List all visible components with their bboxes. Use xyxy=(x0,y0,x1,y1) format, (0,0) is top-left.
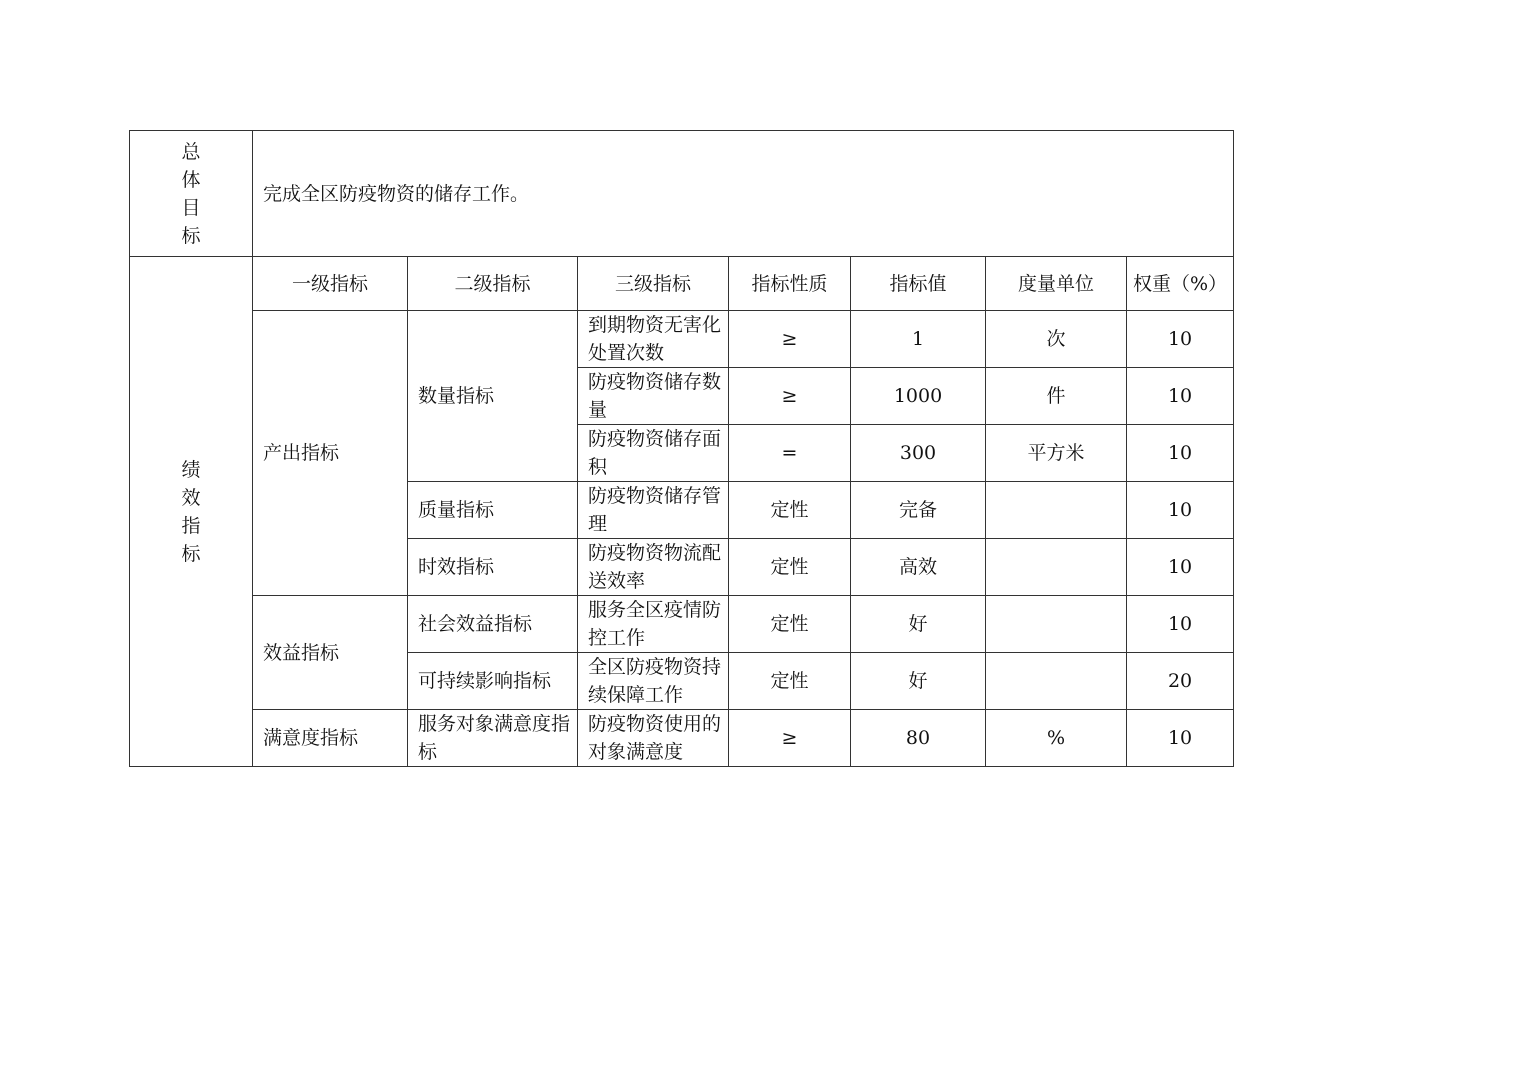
unit-cell xyxy=(986,482,1127,539)
weight-cell: 10 xyxy=(1127,425,1234,482)
weight-cell: 10 xyxy=(1127,482,1234,539)
value-cell: 80 xyxy=(851,710,986,767)
level1-output: 产出指标 xyxy=(253,311,408,596)
weight-cell: 10 xyxy=(1127,596,1234,653)
unit-cell xyxy=(986,539,1127,596)
value-cell: 1000 xyxy=(851,368,986,425)
header-row xyxy=(130,257,1234,311)
level3-cell: 防疫物资储存面积 xyxy=(578,425,729,482)
level3-cell: 防疫物资储存数量 xyxy=(578,368,729,425)
header-weight: 权重（%） xyxy=(1127,257,1234,311)
level2-timeliness: 时效指标 xyxy=(408,539,578,596)
nature-cell: ≥ xyxy=(729,710,851,767)
nature-cell: 定性 xyxy=(729,596,851,653)
level3-cell: 全区防疫物资持续保障工作 xyxy=(578,653,729,710)
header-nature: 指标性质 xyxy=(729,257,851,311)
level2-social: 社会效益指标 xyxy=(408,596,578,653)
header-unit: 度量单位 xyxy=(986,257,1127,311)
nature-cell: 定性 xyxy=(729,653,851,710)
nature-cell: = xyxy=(729,425,851,482)
value-cell: 高效 xyxy=(851,539,986,596)
value-cell: 好 xyxy=(851,653,986,710)
value-cell: 300 xyxy=(851,425,986,482)
unit-cell: % xyxy=(986,710,1127,767)
level2-service: 服务对象满意度指标 xyxy=(408,710,578,767)
value-cell: 完备 xyxy=(851,482,986,539)
level3-cell: 防疫物资使用的对象满意度 xyxy=(578,710,729,767)
unit-cell: 次 xyxy=(986,311,1127,368)
level3-cell: 防疫物资物流配送效率 xyxy=(578,539,729,596)
level1-satisfaction: 满意度指标 xyxy=(253,710,408,767)
level2-sustainable: 可持续影响指标 xyxy=(408,653,578,710)
goal-label: 总 体 目 标 xyxy=(130,131,253,257)
unit-cell xyxy=(986,653,1127,710)
goal-row xyxy=(130,131,1234,257)
weight-cell: 10 xyxy=(1127,539,1234,596)
nature-cell: ≥ xyxy=(729,368,851,425)
performance-target-table xyxy=(129,130,1234,767)
unit-cell: 平方米 xyxy=(986,425,1127,482)
weight-cell: 10 xyxy=(1127,311,1234,368)
level3-cell: 服务全区疫情防控工作 xyxy=(578,596,729,653)
value-cell: 好 xyxy=(851,596,986,653)
nature-cell: 定性 xyxy=(729,539,851,596)
unit-cell: 件 xyxy=(986,368,1127,425)
header-value: 指标值 xyxy=(851,257,986,311)
weight-cell: 10 xyxy=(1127,710,1234,767)
table-row xyxy=(130,596,1234,653)
header-level1: 一级指标 xyxy=(253,257,408,311)
nature-cell: ≥ xyxy=(729,311,851,368)
level1-benefit: 效益指标 xyxy=(253,596,408,710)
weight-cell: 20 xyxy=(1127,653,1234,710)
nature-cell: 定性 xyxy=(729,482,851,539)
level3-cell: 到期物资无害化处置次数 xyxy=(578,311,729,368)
header-level2: 二级指标 xyxy=(408,257,578,311)
indicators-label: 绩 效 指 标 xyxy=(130,257,253,767)
goal-text: 完成全区防疫物资的储存工作。 xyxy=(253,131,1234,257)
unit-cell xyxy=(986,596,1127,653)
weight-cell: 10 xyxy=(1127,368,1234,425)
table-row xyxy=(130,710,1234,767)
level3-cell: 防疫物资储存管理 xyxy=(578,482,729,539)
value-cell: 1 xyxy=(851,311,986,368)
header-level3: 三级指标 xyxy=(578,257,729,311)
table-row xyxy=(130,311,1234,368)
level2-quantity: 数量指标 xyxy=(408,311,578,482)
level2-quality: 质量指标 xyxy=(408,482,578,539)
